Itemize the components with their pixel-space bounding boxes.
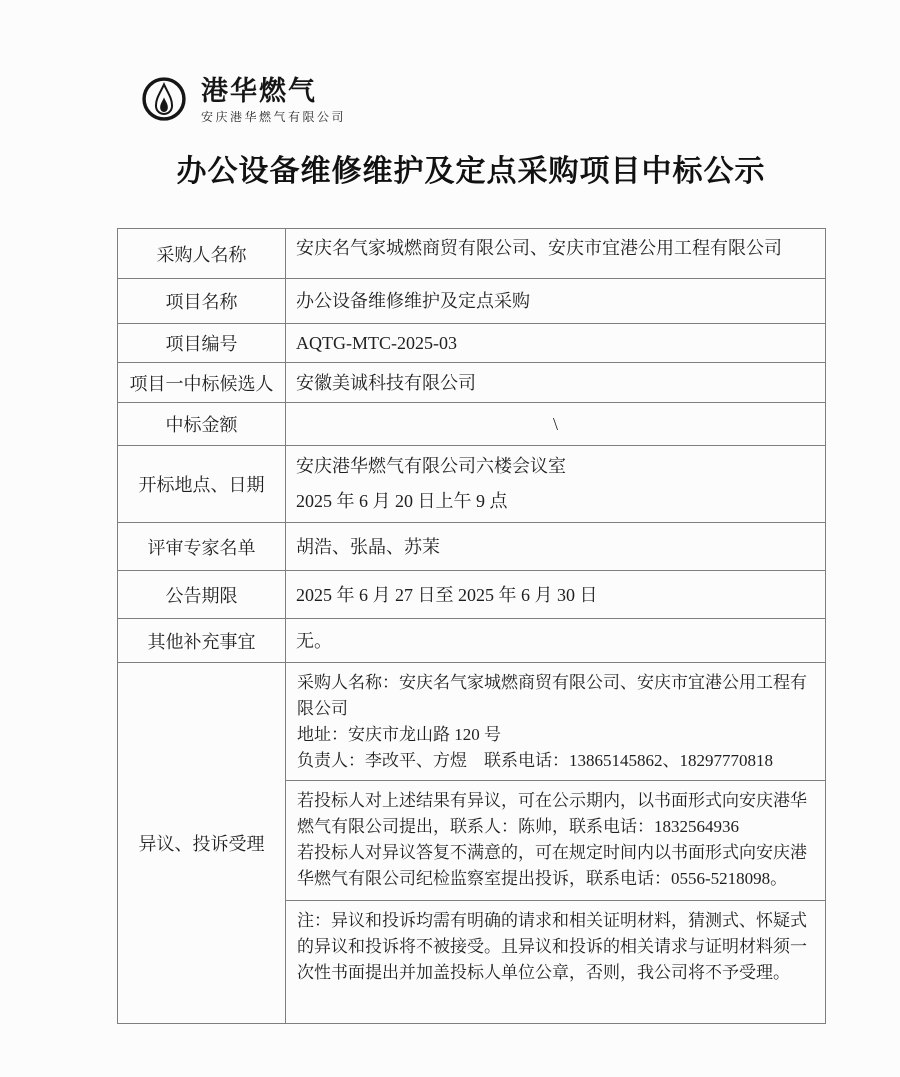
table-row-project-name xyxy=(118,279,826,324)
project-name-label: 项目名称 xyxy=(118,279,286,324)
project-number-label: 项目编号 xyxy=(118,324,286,363)
other-matters-value: 无。 xyxy=(286,619,826,663)
other-matters-label: 其他补充事宜 xyxy=(118,619,286,663)
award-amount-value: \ xyxy=(286,403,826,446)
objection-note-line: 注：异议和投诉均需有明确的请求和相关证明材料，猜测式、怀疑式的异议和投诉将不被接受。且异议和投诉的相关请求与证明材料须一次性书面提出并加盖投标人单位公章，否则，我公司将不予受理。 xyxy=(297,911,807,982)
table-row-award-amount xyxy=(118,403,826,446)
company-logo xyxy=(141,76,346,123)
objection-label: 异议、投诉受理 xyxy=(118,663,286,1024)
table-row-other-matters xyxy=(118,619,826,663)
table-row-purchaser-name xyxy=(118,229,826,279)
objection-note-block xyxy=(286,901,826,1024)
project-number-value: AQTG-MTC-2025-03 xyxy=(286,324,826,363)
page-title: 办公设备维修维护及定点采购项目中标公示 xyxy=(176,155,766,188)
flame-in-circle-icon xyxy=(141,76,187,122)
bid-opening-value xyxy=(286,446,826,523)
winning-candidate-label: 项目一中标候选人 xyxy=(118,363,286,403)
objection-address-line: 地址：安庆市龙山路 120 号 xyxy=(297,725,501,744)
objection-procedure-line-2: 若投标人对异议答复不满意的，可在规定时间内以书面形式向安庆港华燃气有限公司纪检监察室提出投诉，联系电话：0556-5218098。 xyxy=(297,843,807,888)
winning-candidate-value: 安徽美诚科技有限公司 xyxy=(286,363,826,403)
table-row-winning-candidate xyxy=(118,363,826,403)
objection-procedure-block xyxy=(286,781,826,901)
table-row-announcement-period xyxy=(118,571,826,619)
bid-opening-label: 开标地点、日期 xyxy=(118,446,286,523)
announcement-table xyxy=(117,228,826,1024)
purchaser-name-value: 安庆名气家城燃商贸有限公司、安庆市宜港公用工程有限公司 xyxy=(286,229,826,279)
purchaser-name-label: 采购人名称 xyxy=(118,229,286,279)
logo-brand-name: 港华燃气 xyxy=(201,76,317,106)
objection-contact-person-line: 负责人：李改平、方煜 联系电话：13865145862、18297770818 xyxy=(297,751,773,770)
review-experts-label: 评审专家名单 xyxy=(118,523,286,571)
table-row-project-number xyxy=(118,324,826,363)
table-row-objection-contact xyxy=(118,663,826,781)
review-experts-value: 胡浩、张晶、苏茉 xyxy=(286,523,826,571)
objection-procedure-line-1: 若投标人对上述结果有异议，可在公示期内，以书面形式向安庆港华燃气有限公司提出，联系人：陈帅，联系电话：1832564936 xyxy=(297,791,807,836)
objection-purchaser-contact-block xyxy=(286,663,826,781)
bid-opening-date: 2025 年 6 月 20 日上午 9 点 xyxy=(296,491,508,511)
announcement-period-label: 公告期限 xyxy=(118,571,286,619)
objection-purchaser-name-line: 采购人名称：安庆名气家城燃商贸有限公司、安庆市宜港公用工程有限公司 xyxy=(297,673,807,718)
award-amount-label: 中标金额 xyxy=(118,403,286,446)
announcement-period-value: 2025 年 6 月 27 日至 2025 年 6 月 30 日 xyxy=(286,571,826,619)
logo-company-name: 安庆港华燃气有限公司 xyxy=(201,110,347,124)
project-name-value: 办公设备维修维护及定点采购 xyxy=(286,279,826,324)
table-row-bid-opening xyxy=(118,446,826,523)
bid-opening-venue: 安庆港华燃气有限公司六楼会议室 xyxy=(296,456,566,476)
table-row-review-experts xyxy=(118,523,826,571)
logo-text xyxy=(201,76,346,123)
